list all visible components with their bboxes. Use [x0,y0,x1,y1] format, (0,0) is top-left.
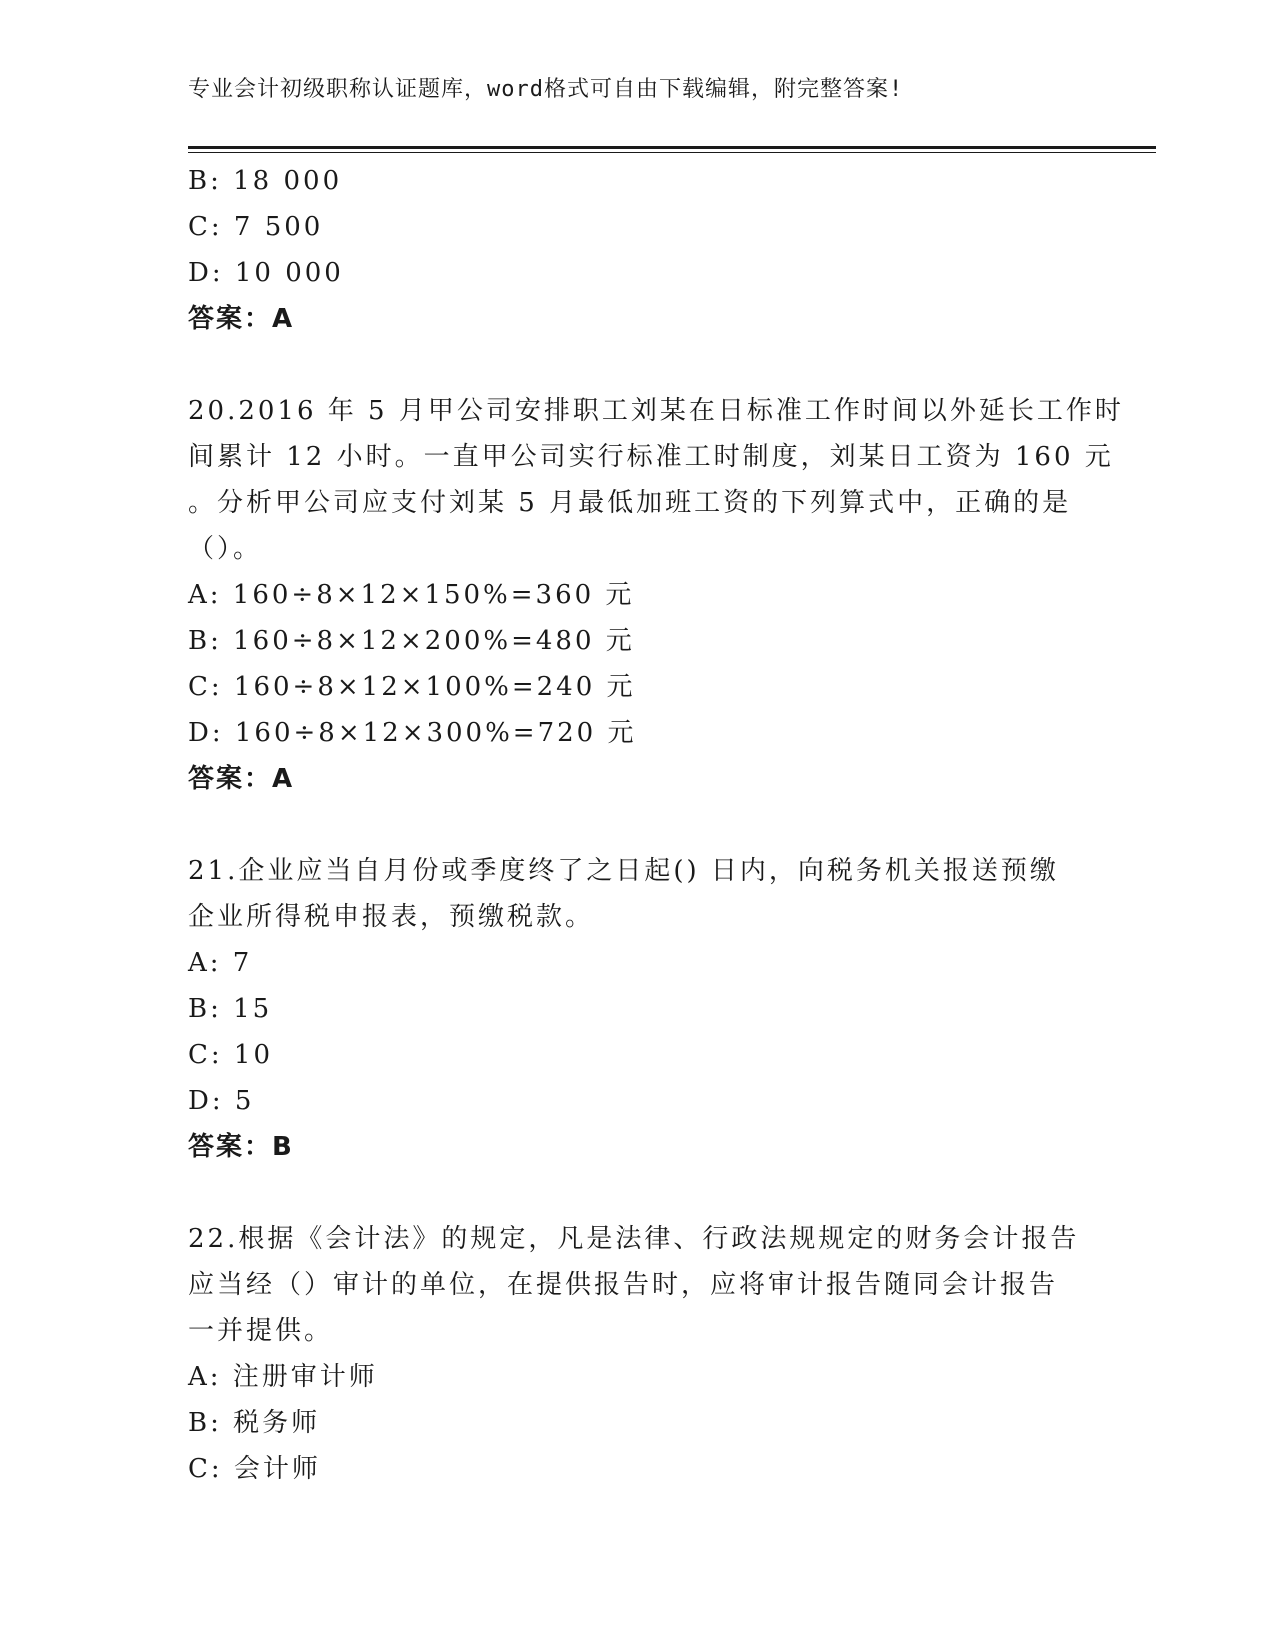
header-divider-thin [188,152,1156,153]
option-b: B: 15 [188,994,273,1024]
option-d: D: 160÷8×12×300%=720 元 [188,718,637,748]
option-d: D: 10 000 [188,258,344,288]
question-20 [188,388,1124,802]
answer: 答案：A [188,764,295,794]
question-21 [188,848,1088,1170]
question-text [188,388,1124,572]
option-b: B: 160÷8×12×200%=480 元 [188,626,635,656]
option-b: B: 税务师 [188,1408,321,1438]
answer: 答案：A [188,304,295,334]
question-line: 一并提供。 [188,1316,334,1346]
question-line: （）。 [188,534,263,564]
question-text [188,848,1088,940]
option-c: C: 7 500 [188,212,324,242]
option-a: A: 160÷8×12×150%=360 元 [188,580,635,610]
option-c: C: 10 [188,1040,274,1070]
option-a: A: 注册审计师 [188,1362,378,1392]
option-c: C: 会计师 [188,1454,321,1484]
question-line: 。分析甲公司应支付刘某 5 月最低加班工资的下列算式中，正确的是 [188,488,1072,518]
option-b: B: 18 000 [188,166,343,196]
question-text [188,1216,1088,1354]
question-19-fragment [188,158,1088,342]
header-divider-thick [188,146,1156,149]
question-line: 22.根据《会计法》的规定，凡是法律、行政法规规定的财务会计报告 [188,1224,1080,1254]
option-d: D: 5 [188,1086,255,1116]
document-body [188,158,1124,1492]
question-line: 企业所得税申报表，预缴税款。 [188,902,595,932]
page-header: 专业会计初级职称认证题库，word格式可自由下载编辑，附完整答案! [188,77,904,102]
question-line: 21.企业应当自月份或季度终了之日起() 日内，向税务机关报送预缴 [188,856,1059,886]
answer: 答案：B [188,1132,294,1162]
option-c: C: 160÷8×12×100%=240 元 [188,672,636,702]
question-line: 20.2016 年 5 月甲公司安排职工刘某在日标准工作时间以外延长工作时 [188,396,1124,426]
question-line: 应当经（）审计的单位，在提供报告时，应将审计报告随同会计报告 [188,1270,1059,1300]
question-22 [188,1216,1088,1492]
option-a: A: 7 [188,948,253,978]
question-line: 间累计 12 小时。一直甲公司实行标准工时制度，刘某日工资为 160 元 [188,442,1114,472]
